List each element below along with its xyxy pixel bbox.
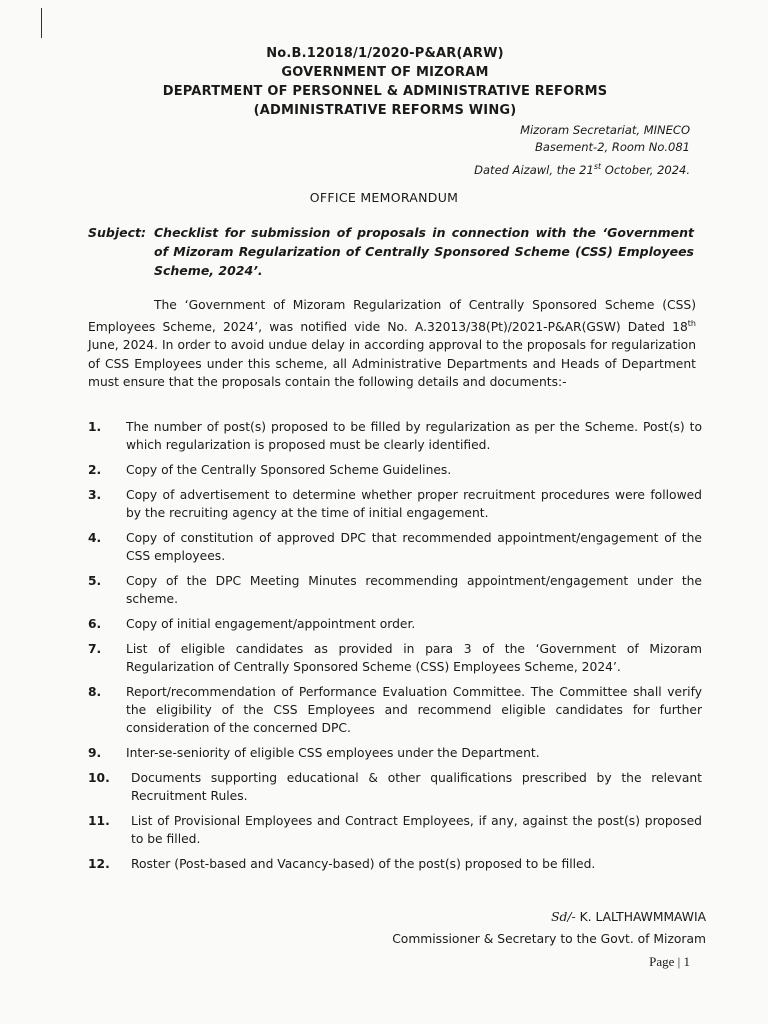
intro-part-1: The ‘Government of Mizoram Regularization of Centrally Sponsored Scheme (CSS) Employees Scheme, 2024’, was notified vide No. A.32013/38(Pt)/2021-P&AR(GSW) Dated 18 <box>88 298 696 334</box>
list-item <box>88 572 702 608</box>
list-item <box>88 769 702 805</box>
item-text: Copy of initial engagement/appointment order. <box>126 617 416 631</box>
item-number: 6. <box>88 617 102 631</box>
reference-number: No.B.12018/1/2020-P&AR(ARW) <box>266 46 504 61</box>
dated-rest: October, 2024. <box>601 162 690 177</box>
checklist <box>88 418 702 880</box>
memo-title: OFFICE MEMORANDUM <box>309 190 459 205</box>
list-item <box>88 418 702 454</box>
item-number: 4. <box>88 531 102 545</box>
item-text: Copy of the DPC Meeting Minutes recommending appointment/engagement under the scheme. <box>126 574 702 606</box>
item-text: Report/recommendation of Performance Evaluation Committee. The Committee shall verify the eligibility of the CSS Employees and recommend eligible candidates for further consideration of the concerned DPC. <box>126 685 702 735</box>
intro-sup: th <box>687 318 696 328</box>
list-item <box>88 529 702 565</box>
item-number: 12. <box>88 857 110 871</box>
subject-block <box>88 223 694 280</box>
subject-text: Checklist for submission of proposals in connection with the ‘Government of Mizoram Regularization of Centrally Sponsored Scheme (CSS) Employees Scheme, 2024’. <box>154 225 694 278</box>
intro-part-2: June, 2024. In order to avoid undue delay in according approval to the proposals for regularization of CSS Employees under this scheme, all Administrative Departments and Heads of Department must ensure that the proposals contain the following details and documents:- <box>88 338 696 390</box>
margin-mark <box>41 8 42 38</box>
intro-paragraph <box>88 296 696 392</box>
item-number: 1. <box>88 420 102 434</box>
subject-label: Subject: <box>88 225 146 240</box>
list-item <box>88 683 702 737</box>
item-text: List of eligible candidates as provided in para 3 of the ‘Government of Mizoram Regularization of Centrally Sponsored Scheme (CSS) Employees Scheme, 2024’. <box>126 642 702 674</box>
item-number: 9. <box>88 746 102 760</box>
signed-mark: Sd/- <box>551 910 576 924</box>
item-number: 2. <box>88 463 102 477</box>
list-item <box>88 855 702 873</box>
signatory-name: K. LALTHAWMMAWIA <box>575 910 706 924</box>
item-number: 10. <box>88 771 110 785</box>
list-item <box>88 486 702 522</box>
item-number: 3. <box>88 488 102 502</box>
item-text: List of Provisional Employees and Contract Employees, if any, against the post(s) proposed to be filled. <box>131 814 702 846</box>
office-address <box>520 122 690 156</box>
item-text: Roster (Post-based and Vacancy-based) of the post(s) proposed to be filled. <box>131 857 596 871</box>
item-number: 11. <box>88 814 110 828</box>
dated-prefix: Dated Aizawl, the 21 <box>474 162 594 177</box>
list-item <box>88 461 702 479</box>
letterhead <box>150 44 620 120</box>
item-text: Copy of constitution of approved DPC that recommended appointment/engagement of the CSS employees. <box>126 531 702 563</box>
signature-block <box>392 906 706 950</box>
list-item <box>88 640 702 676</box>
item-text: Documents supporting educational & other qualifications prescribed by the relevant Recruitment Rules. <box>131 771 702 803</box>
page-number: Page | 1 <box>649 954 690 969</box>
item-text: Copy of the Centrally Sponsored Scheme Guidelines. <box>126 463 452 477</box>
dated-line <box>474 162 690 177</box>
list-item <box>88 744 702 762</box>
department-name: DEPARTMENT OF PERSONNEL & ADMINISTRATIVE REFORMS <box>162 84 608 99</box>
list-item <box>88 812 702 848</box>
item-text: The number of post(s) proposed to be filled by regularization as per the Scheme. Post(s) to which regularization is proposed must be clearly identified. <box>126 420 702 452</box>
item-number: 8. <box>88 685 102 699</box>
list-item <box>88 615 702 633</box>
address-line-1: Mizoram Secretariat, MINECO <box>520 123 690 137</box>
signatory-line <box>392 906 706 928</box>
government-name: GOVERNMENT OF MIZORAM <box>281 65 489 80</box>
item-number: 7. <box>88 642 102 656</box>
item-text: Inter-se-seniority of eligible CSS employees under the Department. <box>126 746 540 760</box>
item-number: 5. <box>88 574 102 588</box>
wing-name: (ADMINISTRATIVE REFORMS WING) <box>253 103 517 118</box>
item-text: Copy of advertisement to determine whether proper recruitment procedures were followed by the recruiting agency at the time of initial engagement. <box>126 488 702 520</box>
signatory-designation: Commissioner & Secretary to the Govt. of Mizoram <box>392 932 706 946</box>
address-line-2: Basement-2, Room No.081 <box>534 140 690 154</box>
dated-suffix: st <box>593 162 602 171</box>
